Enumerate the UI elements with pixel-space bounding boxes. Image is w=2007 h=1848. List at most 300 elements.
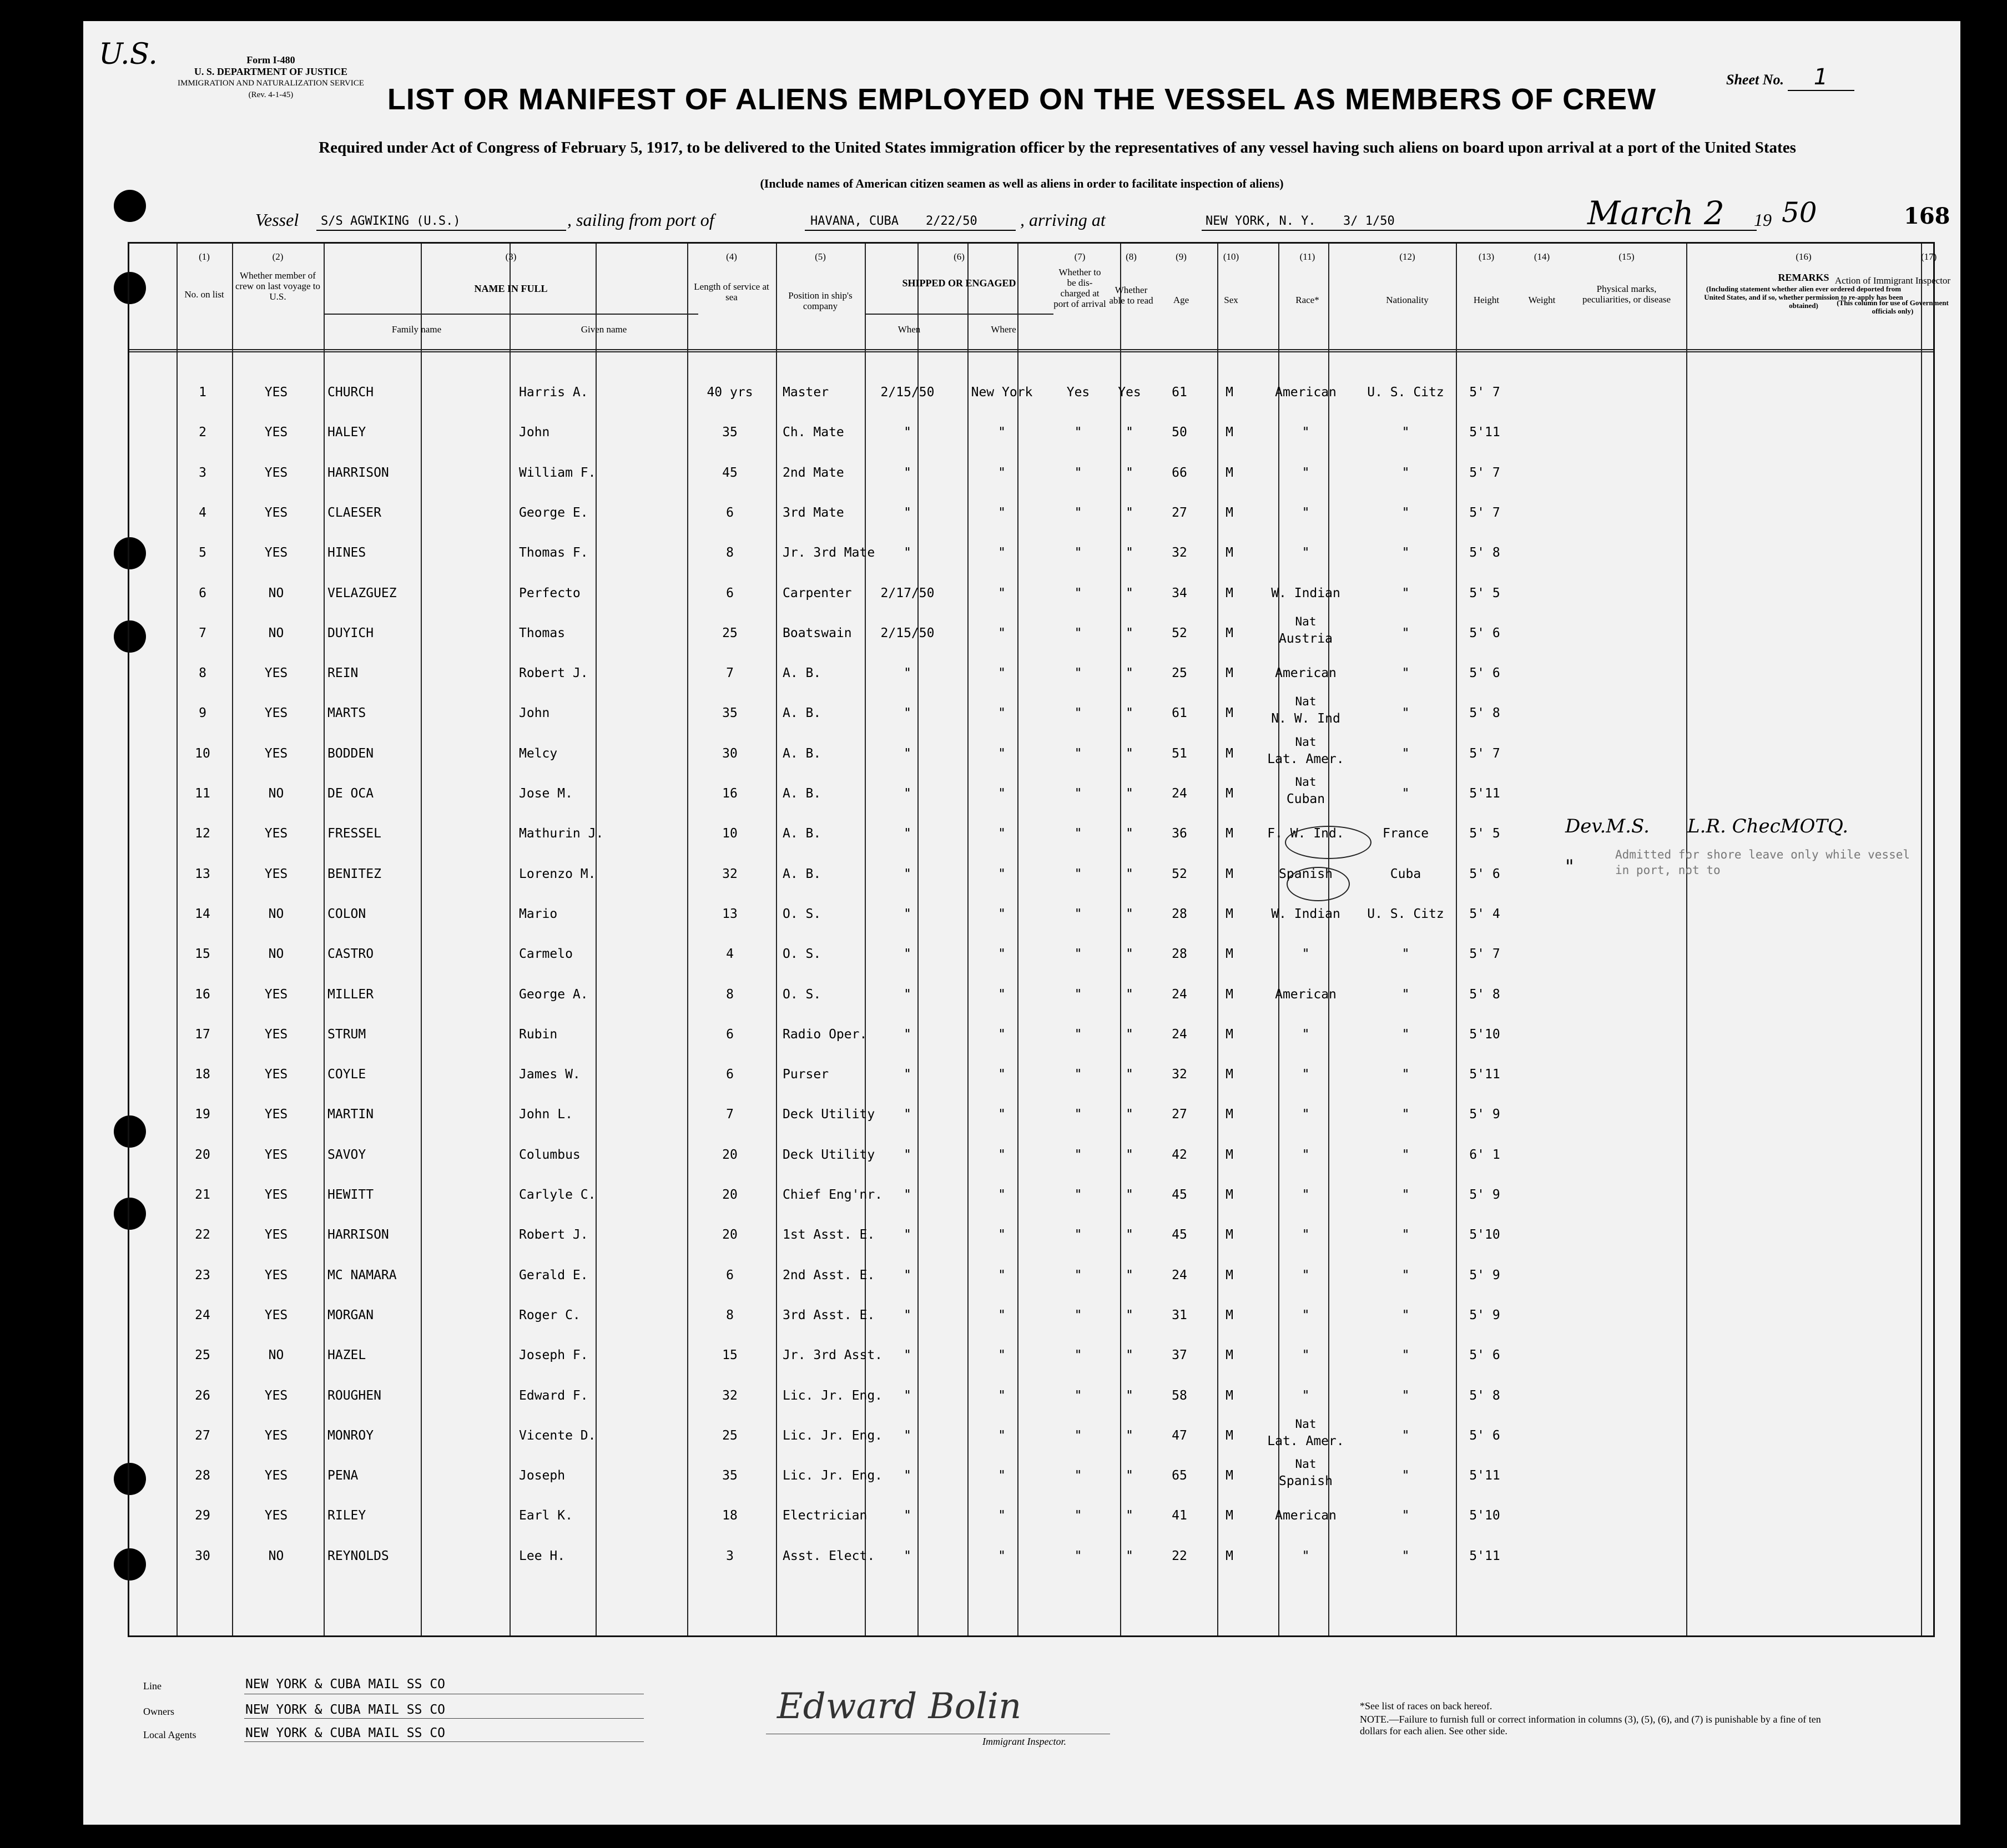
cell-length-of-service: 8 <box>726 546 734 561</box>
cell-ship-position: Boatswain <box>783 625 852 640</box>
cell-shipped-where: " <box>998 1348 1006 1363</box>
cell-discharged: " <box>1074 1508 1082 1523</box>
cell-shipped-where: " <box>998 987 1006 1002</box>
header-discharged: Whether to be dis-charged at port of arrival <box>1053 267 1106 309</box>
table-row <box>83 530 1887 570</box>
cell-race-prefix: Nat <box>1295 1417 1317 1431</box>
cell-discharged: " <box>1074 947 1082 962</box>
cell-given-name: Columbus <box>519 1147 581 1162</box>
cell-row-number: 26 <box>195 1388 210 1403</box>
cell-ship-position: Ch. Mate <box>783 425 844 440</box>
cell-length-of-service: 7 <box>726 666 734 681</box>
cell-able-to-read: " <box>1126 866 1133 881</box>
manifest-footer <box>83 1636 1960 1825</box>
cell-height: 5' 8 <box>1469 706 1500 721</box>
cell-last-voyage: YES <box>264 1107 288 1122</box>
cell-family-name: MORGAN <box>327 1307 374 1322</box>
cell-remarks: L.R. ChecMOTQ. <box>1687 815 1849 838</box>
cell-height: 5' 6 <box>1469 1428 1500 1443</box>
cell-ship-position: 1st Asst. E. <box>783 1228 875 1243</box>
cell-age: 27 <box>1172 1107 1187 1122</box>
cell-shipped-when: " <box>904 1147 911 1162</box>
header-nationality: Nationality <box>1386 295 1429 305</box>
cell-shipped-when: " <box>904 1508 911 1523</box>
cell-length-of-service: 16 <box>722 786 738 801</box>
table-row <box>83 1373 1887 1413</box>
cell-last-voyage: YES <box>264 465 288 480</box>
cell-row-number: 13 <box>195 866 210 881</box>
cell-length-of-service: 20 <box>722 1147 738 1162</box>
cell-last-voyage: YES <box>264 1268 288 1283</box>
cell-age: 24 <box>1172 1268 1187 1283</box>
cell-last-voyage: YES <box>264 826 288 841</box>
cell-discharged: " <box>1074 746 1082 761</box>
cell-family-name: STRUM <box>327 1027 366 1042</box>
cell-able-to-read: " <box>1126 1468 1133 1483</box>
cell-discharged: Yes <box>1066 385 1090 400</box>
cell-family-name: CHURCH <box>327 385 374 400</box>
cell-shipped-where: " <box>998 505 1006 520</box>
col-num-10: (10) <box>1223 251 1239 262</box>
cell-age: 24 <box>1172 786 1187 801</box>
cell-race: " <box>1302 505 1310 520</box>
cell-able-to-read: " <box>1126 546 1133 561</box>
cell-able-to-read: " <box>1126 505 1133 520</box>
departure-date: 2/22/50 <box>926 214 977 228</box>
cell-physical-marks: " <box>1565 855 1574 878</box>
cell-given-name: Joseph <box>519 1468 566 1483</box>
cell-family-name: DE OCA <box>327 786 374 801</box>
cell-sex: M <box>1226 987 1233 1002</box>
cell-ship-position: Asst. Elect. <box>783 1548 875 1563</box>
cell-discharged: " <box>1074 1548 1082 1563</box>
cell-last-voyage: NO <box>268 947 284 962</box>
cell-discharged: " <box>1074 1428 1082 1443</box>
cell-able-to-read: " <box>1126 425 1133 440</box>
punch-hole <box>114 190 146 222</box>
cell-age: 66 <box>1172 465 1187 480</box>
cell-nationality: " <box>1401 1228 1410 1243</box>
line-value: NEW YORK & CUBA MAIL SS CO <box>245 1677 446 1692</box>
cell-row-number: 12 <box>195 826 210 841</box>
cell-age: 28 <box>1172 906 1187 921</box>
cell-race: W. Indian <box>1271 906 1340 921</box>
cell-age: 52 <box>1172 625 1187 640</box>
cell-height: 5' 6 <box>1469 625 1500 640</box>
cell-nationality: " <box>1401 1027 1410 1042</box>
cell-length-of-service: 13 <box>722 906 738 921</box>
cell-ship-position: 2nd Asst. E. <box>783 1268 875 1283</box>
cell-row-number: 21 <box>195 1188 210 1202</box>
cell-row-number: 15 <box>195 947 210 962</box>
cell-ship-position: Jr. 3rd Asst. <box>783 1348 883 1363</box>
cell-discharged: " <box>1074 625 1082 640</box>
cell-sex: M <box>1226 385 1233 400</box>
cell-race: " <box>1302 1027 1310 1042</box>
header-height: Height <box>1473 295 1500 305</box>
arrival-date-typed: 3/ 1/50 <box>1343 214 1395 228</box>
cell-nationality: Cuba <box>1390 866 1421 881</box>
cell-age: 25 <box>1172 666 1187 681</box>
cell-shipped-when: " <box>904 1428 911 1443</box>
cell-height: 5' 9 <box>1469 1268 1500 1283</box>
cell-discharged: " <box>1074 1228 1082 1243</box>
cell-length-of-service: 10 <box>722 826 738 841</box>
cell-race: " <box>1302 1147 1310 1162</box>
cell-discharged: " <box>1074 505 1082 520</box>
cell-ship-position: A. B. <box>783 866 821 881</box>
cell-sex: M <box>1226 1428 1233 1443</box>
cell-shipped-where: " <box>998 625 1006 640</box>
cell-shipped-when: " <box>904 1268 911 1283</box>
header-physical: Physical marks, peculiarities, or disease <box>1582 284 1671 305</box>
year-handwritten: 50 <box>1782 196 1817 229</box>
cell-shipped-where: " <box>998 1147 1006 1162</box>
cell-ship-position: Lic. Jr. Eng. <box>783 1428 883 1443</box>
cell-discharged: " <box>1074 906 1082 921</box>
cell-shipped-where: " <box>998 1107 1006 1122</box>
cell-last-voyage: NO <box>268 906 284 921</box>
cell-row-number: 10 <box>195 746 210 761</box>
cell-sex: M <box>1226 1508 1233 1523</box>
owners-label: Owners <box>143 1706 174 1717</box>
cell-race: " <box>1302 1348 1310 1363</box>
cell-nationality: U. S. Citz <box>1367 385 1444 400</box>
cell-ship-position: A. B. <box>783 786 821 801</box>
table-row <box>83 931 1887 971</box>
cell-family-name: SAVOY <box>327 1147 366 1162</box>
cell-shipped-when: " <box>904 906 911 921</box>
cell-last-voyage: YES <box>264 987 288 1002</box>
cell-age: 45 <box>1172 1228 1187 1243</box>
col-num-4: (4) <box>726 251 737 262</box>
cell-ship-position: Carpenter <box>783 585 852 600</box>
header-weight: Weight <box>1528 295 1556 305</box>
cell-ship-position: A. B. <box>783 746 821 761</box>
cell-nationality: " <box>1401 546 1410 561</box>
cell-discharged: " <box>1074 706 1082 721</box>
cell-given-name: Perfecto <box>519 585 581 600</box>
cell-nationality: " <box>1401 1268 1410 1283</box>
cell-height: 5' 4 <box>1469 906 1500 921</box>
cell-ship-position: Deck Utility <box>783 1147 875 1162</box>
cell-physical-marks: Dev.M.S. <box>1565 815 1650 838</box>
cell-row-number: 25 <box>195 1348 210 1363</box>
cell-shipped-where: " <box>998 706 1006 721</box>
form-number: Form I-480 <box>246 54 295 65</box>
stamp-remark: Admitted for shore leave only while vessel in port, not to <box>1615 848 1910 877</box>
cell-race: " <box>1302 1388 1310 1403</box>
circle-mark <box>1287 867 1350 901</box>
cell-nationality: " <box>1401 1307 1410 1322</box>
cell-able-to-read: " <box>1126 1388 1133 1403</box>
cell-height: 5' 7 <box>1469 947 1500 962</box>
table-row <box>83 1533 1887 1573</box>
corner-handwritten-note: U.S. <box>99 38 158 71</box>
cell-age: 51 <box>1172 746 1187 761</box>
cell-nationality: " <box>1401 1147 1410 1162</box>
cell-row-number: 6 <box>199 585 206 600</box>
cell-height: 5' 6 <box>1469 666 1500 681</box>
cell-discharged: " <box>1074 1388 1082 1403</box>
table-row <box>83 1012 1887 1052</box>
cell-sex: M <box>1226 666 1233 681</box>
cell-nationality: " <box>1401 1067 1410 1082</box>
cell-family-name: BODDEN <box>327 746 374 761</box>
owners-value: NEW YORK & CUBA MAIL SS CO <box>245 1703 446 1717</box>
cell-nationality: " <box>1401 786 1410 801</box>
cell-nationality: " <box>1401 1548 1410 1563</box>
table-row <box>83 1212 1887 1252</box>
cell-age: 61 <box>1172 706 1187 721</box>
cell-ship-position: O. S. <box>783 947 821 962</box>
cell-race: Spanish <box>1279 1474 1333 1489</box>
cell-nationality: " <box>1401 987 1410 1002</box>
cell-length-of-service: 3 <box>726 1548 734 1563</box>
cell-discharged: " <box>1074 585 1082 600</box>
table-row <box>83 1052 1887 1092</box>
col-num-8: (8) <box>1126 251 1137 262</box>
cell-shipped-where: " <box>998 1188 1006 1202</box>
cell-ship-position: Radio Oper. <box>783 1027 868 1042</box>
cell-shipped-where: " <box>998 1228 1006 1243</box>
header-age: Age <box>1173 295 1189 305</box>
cell-height: 5' 7 <box>1469 505 1500 520</box>
cell-able-to-read: Yes <box>1118 385 1141 400</box>
cell-discharged: " <box>1074 1107 1082 1122</box>
cell-length-of-service: 35 <box>722 1468 738 1483</box>
cell-length-of-service: 25 <box>722 625 738 640</box>
cell-family-name: HARRISON <box>327 1228 389 1243</box>
cell-length-of-service: 15 <box>722 1348 738 1363</box>
agents-label: Local Agents <box>143 1729 196 1740</box>
cell-able-to-read: " <box>1126 1228 1133 1243</box>
cell-last-voyage: YES <box>264 425 288 440</box>
cell-height: 5' 8 <box>1469 546 1500 561</box>
cell-able-to-read: " <box>1126 1188 1133 1202</box>
form-revision: (Rev. 4-1-45) <box>248 90 294 99</box>
cell-sex: M <box>1226 826 1233 841</box>
table-row <box>83 1453 1887 1493</box>
cell-row-number: 1 <box>199 385 206 400</box>
header-remarks-note: (Including statement whether alien ever ordered deported from United States, and if so, whether permission to re-apply has been obtained) <box>1704 285 1903 310</box>
year-prefix: 19 <box>1754 210 1772 230</box>
cell-race: " <box>1302 425 1310 440</box>
cell-row-number: 30 <box>195 1548 210 1563</box>
cell-row-number: 2 <box>199 425 206 440</box>
cell-row-number: 18 <box>195 1067 210 1082</box>
cell-shipped-where: " <box>998 1067 1006 1082</box>
cell-last-voyage: YES <box>264 866 288 881</box>
cell-height: 5'10 <box>1469 1228 1500 1243</box>
cell-family-name: REIN <box>327 666 359 681</box>
cell-length-of-service: 6 <box>726 505 734 520</box>
cell-sex: M <box>1226 465 1233 480</box>
cell-height: 5' 9 <box>1469 1307 1500 1322</box>
cell-row-number: 29 <box>195 1508 210 1523</box>
header-action-note: (This column for use of Government officials only) <box>1837 299 1949 315</box>
page-title: LIST OR MANIFEST OF ALIENS EMPLOYED ON THE VESSEL AS MEMBERS OF CREW <box>387 83 1657 116</box>
cell-able-to-read: " <box>1126 585 1133 600</box>
cell-discharged: " <box>1074 987 1082 1002</box>
cell-ship-position: Purser <box>783 1067 829 1082</box>
cell-last-voyage: YES <box>264 1388 288 1403</box>
cell-height: 5' 7 <box>1469 385 1500 400</box>
cell-race: Cuban <box>1286 792 1325 806</box>
cell-race: " <box>1302 1307 1310 1322</box>
cell-shipped-where: " <box>998 947 1006 962</box>
cell-last-voyage: NO <box>268 1548 284 1563</box>
cell-given-name: Roger C. <box>519 1307 581 1322</box>
cell-discharged: " <box>1074 1468 1082 1483</box>
cell-family-name: PENA <box>327 1468 359 1483</box>
cell-family-name: COLON <box>327 906 366 921</box>
manifest-sheet <box>83 21 1960 1825</box>
cell-given-name: John <box>519 425 550 440</box>
col-num-5: (5) <box>815 251 826 262</box>
cell-shipped-when: " <box>904 947 911 962</box>
cell-given-name: Jose M. <box>519 786 573 801</box>
inspector-label: Immigrant Inspector. <box>982 1736 1066 1747</box>
cell-last-voyage: YES <box>264 706 288 721</box>
cell-height: 5'11 <box>1469 1067 1500 1082</box>
cell-last-voyage: NO <box>268 585 284 600</box>
cell-sex: M <box>1226 746 1233 761</box>
races-note: *See list of races on back hereof. <box>1360 1700 1492 1711</box>
cell-age: 47 <box>1172 1428 1187 1443</box>
cell-age: 50 <box>1172 425 1187 440</box>
cell-height: 5'11 <box>1469 786 1500 801</box>
cell-given-name: George E. <box>519 505 588 520</box>
cell-row-number: 7 <box>199 625 206 640</box>
cell-given-name: Gerald E. <box>519 1268 588 1283</box>
cell-age: 32 <box>1172 546 1187 561</box>
cell-shipped-where: " <box>998 1268 1006 1283</box>
cell-last-voyage: YES <box>264 1228 288 1243</box>
cell-length-of-service: 45 <box>722 465 738 480</box>
cell-able-to-read: " <box>1126 746 1133 761</box>
cell-sex: M <box>1226 1268 1233 1283</box>
cell-length-of-service: 35 <box>722 425 738 440</box>
cell-nationality: " <box>1401 1388 1410 1403</box>
cell-discharged: " <box>1074 826 1082 841</box>
cell-age: 52 <box>1172 866 1187 881</box>
cell-shipped-when: " <box>904 546 911 561</box>
cell-nationality: " <box>1401 505 1410 520</box>
vessel-line <box>255 194 1950 238</box>
cell-race: American <box>1275 666 1337 681</box>
cell-age: 31 <box>1172 1307 1187 1322</box>
table-row <box>83 1292 1887 1332</box>
cell-given-name: Mathurin J. <box>519 826 604 841</box>
cell-able-to-read: " <box>1126 906 1133 921</box>
cell-row-number: 20 <box>195 1147 210 1162</box>
cell-given-name: Melcy <box>519 746 558 761</box>
cell-shipped-where: " <box>998 1548 1006 1563</box>
cell-shipped-when: " <box>904 987 911 1002</box>
cell-shipped-when: " <box>904 465 911 480</box>
cell-length-of-service: 7 <box>726 1107 734 1122</box>
col-num-9: (9) <box>1176 251 1187 262</box>
cell-shipped-where: " <box>998 546 1006 561</box>
table-row <box>83 811 1887 851</box>
cell-ship-position: 2nd Mate <box>783 465 844 480</box>
cell-height: 5' 9 <box>1469 1188 1500 1202</box>
cell-given-name: James W. <box>519 1067 581 1082</box>
col-num-17: (17) <box>1921 251 1937 262</box>
cell-able-to-read: " <box>1126 1307 1133 1322</box>
header-sex: Sex <box>1224 295 1238 305</box>
cell-height: 5'11 <box>1469 425 1500 440</box>
cell-race: " <box>1302 1107 1310 1122</box>
cell-discharged: " <box>1074 866 1082 881</box>
cell-ship-position: Deck Utility <box>783 1107 875 1122</box>
form-department: U. S. DEPARTMENT OF JUSTICE <box>194 66 347 77</box>
cell-able-to-read: " <box>1126 1268 1133 1283</box>
cell-shipped-when: " <box>904 786 911 801</box>
cell-shipped-where: " <box>998 906 1006 921</box>
cell-able-to-read: " <box>1126 1067 1133 1082</box>
cell-shipped-when: " <box>904 1468 911 1483</box>
cell-nationality: " <box>1401 425 1410 440</box>
cell-age: 22 <box>1172 1548 1187 1563</box>
cell-shipped-when: " <box>904 1307 911 1322</box>
cell-sex: M <box>1226 1107 1233 1122</box>
cell-race-prefix: Nat <box>1295 614 1317 628</box>
cell-race-prefix: Nat <box>1295 1457 1317 1471</box>
cell-height: 6' 1 <box>1469 1147 1500 1162</box>
header-given-name: Given name <box>581 324 627 335</box>
cell-shipped-when: 2/15/50 <box>880 385 935 400</box>
cell-age: 27 <box>1172 505 1187 520</box>
cell-shipped-when: " <box>904 866 911 881</box>
page-subtitle: Required under Act of Congress of February 5, 1917, to be delivered to the United States immigration officer by the representatives of any vessel having such aliens on board upon arrival at a port of the United States <box>319 139 1796 156</box>
table-row <box>83 650 1887 690</box>
cell-given-name: Thomas F. <box>519 546 588 561</box>
header-when: When <box>897 324 921 335</box>
cell-last-voyage: NO <box>268 786 284 801</box>
cell-given-name: Thomas <box>519 625 566 640</box>
cell-length-of-service: 35 <box>722 706 738 721</box>
cell-family-name: MARTS <box>327 706 366 721</box>
cell-row-number: 22 <box>195 1228 210 1243</box>
cell-height: 5'11 <box>1469 1548 1500 1563</box>
cell-ship-position: A. B. <box>783 706 821 721</box>
circle-mark <box>1285 826 1371 859</box>
cell-shipped-when: " <box>904 1228 911 1243</box>
cell-nationality: " <box>1401 625 1410 640</box>
cell-sex: M <box>1226 1228 1233 1243</box>
cell-race: " <box>1302 1548 1310 1563</box>
table-row <box>83 570 1887 610</box>
cell-race: " <box>1302 947 1310 962</box>
cell-last-voyage: YES <box>264 1188 288 1202</box>
table-row <box>83 1413 1887 1453</box>
cell-family-name: CASTRO <box>327 947 374 962</box>
cell-race: American <box>1275 987 1337 1002</box>
cell-ship-position: Lic. Jr. Eng. <box>783 1388 883 1403</box>
cell-shipped-when: " <box>904 425 911 440</box>
agents-value: NEW YORK & CUBA MAIL SS CO <box>245 1726 446 1740</box>
cell-ship-position: A. B. <box>783 666 821 681</box>
cell-height: 5'10 <box>1469 1508 1500 1523</box>
page-number: 168 <box>1904 203 1950 229</box>
col-num-2: (2) <box>272 251 284 262</box>
cell-nationality: France <box>1382 826 1429 841</box>
cell-race-prefix: Nat <box>1295 735 1317 749</box>
cell-age: 42 <box>1172 1147 1187 1162</box>
cell-given-name: Harris A. <box>519 385 588 400</box>
